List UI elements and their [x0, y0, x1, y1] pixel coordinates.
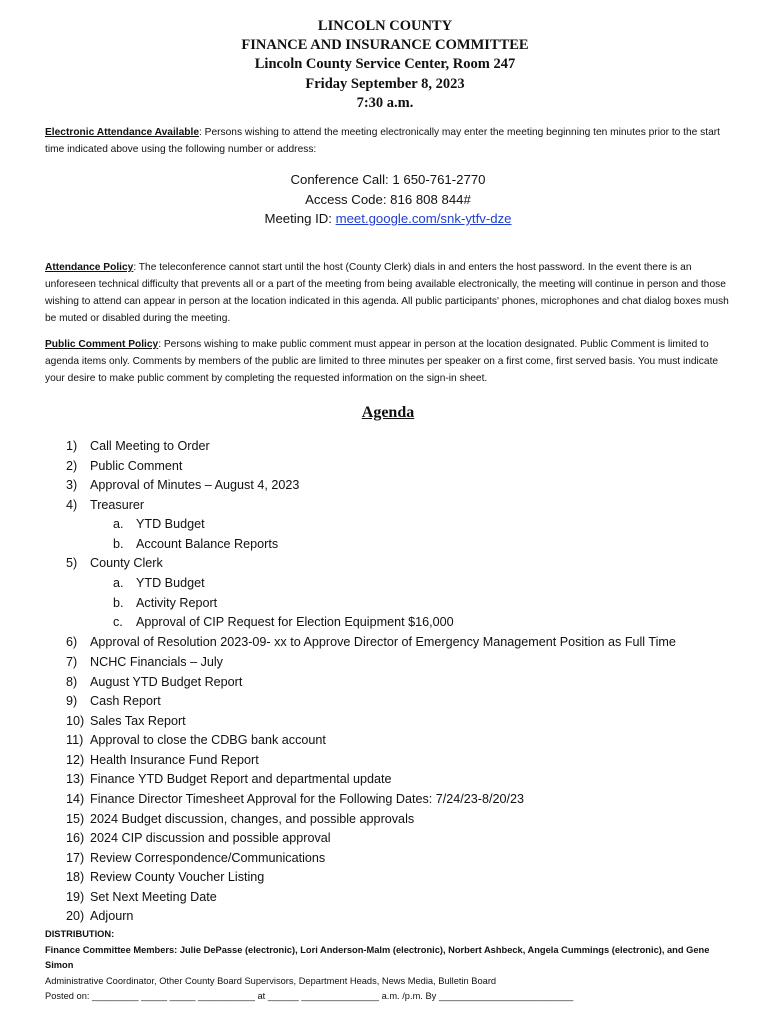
item-text: Finance Director Timesheet Approval for the Following Dates: 7/24/23-8/20/23	[90, 792, 525, 806]
item-number: 7)	[66, 654, 78, 669]
item-text: Approval of Resolution 2023-09- xx to Approve Director of Emergency Management Position as Full Time	[90, 635, 676, 649]
item-text: Health Insurance Fund Report	[90, 752, 259, 767]
subitem-text: Activity Report	[136, 595, 218, 610]
item-text: 2024 Budget discussion, changes, and possible approvals	[90, 811, 415, 826]
item-number: 12)	[66, 752, 85, 767]
document-header	[0, 17, 770, 113]
meeting-date: Friday September 8, 2023	[305, 75, 465, 92]
item-number: 2)	[66, 458, 78, 473]
county-name: LINCOLN COUNTY	[317, 18, 453, 34]
item-text: August YTD Budget Report	[90, 674, 243, 689]
attendance-policy-label: Attendance Policy	[45, 262, 134, 273]
access-code: Access Code: 816 808 844#	[305, 191, 471, 207]
item-number: 18)	[66, 870, 85, 884]
item-number: 8)	[66, 674, 78, 689]
meeting-link[interactable]: meet.google.com/snk-ytfv-dze	[335, 211, 512, 226]
distribution-heading: DISTRIBUTION:	[45, 929, 115, 939]
item-text: Cash Report	[90, 694, 161, 708]
item-number: 5)	[66, 556, 78, 570]
meeting-time: 7:30 a.m.	[356, 94, 414, 111]
item-text: Finance YTD Budget Report and departmental update	[90, 772, 392, 786]
electronic-attendance-label: Electronic Attendance Available	[45, 127, 199, 138]
item-number: 15)	[66, 811, 85, 826]
item-number: 11)	[66, 733, 84, 747]
subitem-text: Account Balance Reports	[136, 536, 279, 551]
item-text: Approval of Minutes – August 4, 2023	[90, 478, 300, 492]
electronic-attendance-text: : Persons wishing to attend the meeting electronically may enter the meeting beginning ten minutes prior to the start time indicated above using the following number or address:	[45, 127, 720, 155]
item-text: Approval to close the CDBG bank account	[90, 733, 326, 747]
public-comment-text: : Persons wishing to make public comment must appear in person at the location designated. Public Comment is limited to agenda items only. Comments by members of the public are limited to three minutes per speaker on a first come, first served basis. You must indicate your desire to make public comment by completing the requested information on the sign-in sheet.	[45, 339, 719, 384]
attendance-policy-paragraph	[45, 259, 730, 327]
agenda-title: Agenda	[361, 404, 415, 421]
subitem-text: Approval of CIP Request for Election Equipment $16,000	[136, 615, 454, 629]
subitem-letter: c.	[113, 615, 123, 629]
item-text: Set Next Meeting Date	[90, 889, 217, 904]
item-number: 3)	[66, 478, 78, 492]
item-text: Call Meeting to Order	[90, 439, 210, 453]
public-comment-paragraph	[45, 336, 730, 387]
item-number: 19)	[66, 889, 85, 904]
item-number: 10)	[66, 713, 85, 728]
item-number: 16)	[66, 831, 85, 845]
subitem-letter: b.	[113, 595, 124, 610]
item-text: County Clerk	[90, 556, 163, 570]
distribution-members: Finance Committee Members: Julie DePasse (electronic), Lori Anderson-Malm (electronic), Norbert Ashbeck, Angela Cummings (electronic), and Gene Simon	[45, 944, 710, 971]
conference-info	[0, 170, 770, 229]
electronic-attendance-paragraph	[45, 124, 730, 158]
posted-line: Posted on: _________ _____ _____ ___________ at ______ _______________ a.m. /p.m. By __________________________	[45, 991, 574, 1002]
item-text: NCHC Financials – July	[90, 654, 223, 669]
subitem-letter: a.	[113, 517, 124, 531]
item-text: Adjourn	[90, 909, 134, 923]
subitem-letter: b.	[113, 536, 124, 551]
distribution-others: Administrative Coordinator, Other County Board Supervisors, Department Heads, News Media, Bulletin Board	[45, 975, 497, 986]
item-number: 1)	[66, 439, 78, 453]
meeting-id	[0, 209, 770, 229]
item-number: 4)	[66, 497, 78, 512]
item-number: 6)	[66, 635, 78, 649]
item-number: 20)	[66, 909, 85, 923]
item-number: 14)	[66, 792, 85, 806]
conference-call: Conference Call: 1 650-761-2770	[290, 172, 486, 187]
item-text: 2024 CIP discussion and possible approval	[90, 831, 331, 845]
item-text: Public Comment	[90, 458, 183, 473]
public-comment-label: Public Comment Policy	[45, 339, 159, 350]
item-text: Review Correspondence/Communications	[90, 850, 326, 865]
item-text: Treasurer	[90, 497, 145, 512]
item-number: 9)	[66, 694, 78, 708]
subitem-text: YTD Budget	[136, 517, 205, 531]
committee-name: FINANCE AND INSURANCE COMMITTEE	[241, 37, 529, 54]
distribution-section	[45, 927, 735, 1005]
item-number: 13)	[66, 772, 85, 786]
subitem-letter: a.	[113, 576, 124, 590]
meeting-id-label: Meeting ID:	[264, 211, 336, 226]
item-number: 17)	[66, 850, 85, 865]
subitem-text: YTD Budget	[136, 576, 205, 590]
meeting-location: Lincoln County Service Center, Room 247	[254, 56, 516, 73]
item-text: Review County Voucher Listing	[90, 870, 265, 884]
attendance-policy-text: : The teleconference cannot start until the host (County Clerk) dials in and enters the host password. In the event there is an unforeseen technical difficulty that prevents all or a part of the meeting from being available electronically, the meeting will continue in person and those wishing to attend can appear in person at the location indicated in this agenda. All public participants' phones, microphones and chat dialog boxes mush be muted or disabled during the meeting.	[45, 262, 729, 324]
item-text: Sales Tax Report	[90, 713, 186, 728]
